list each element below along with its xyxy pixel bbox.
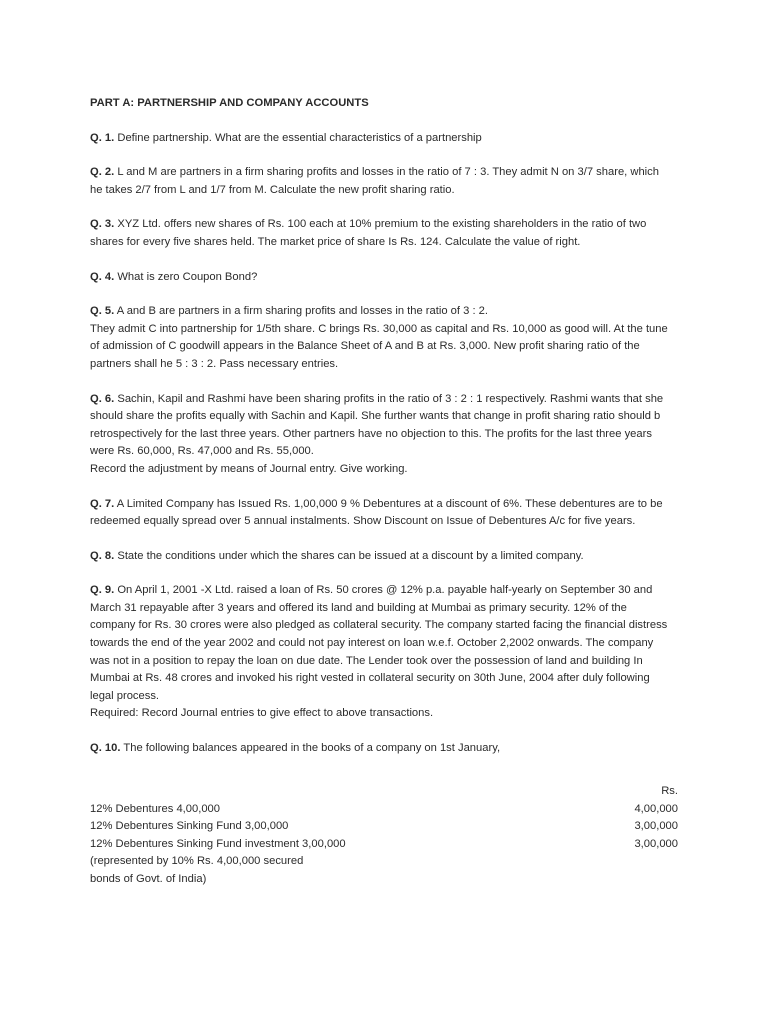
question-text: legal process. xyxy=(90,689,160,702)
question-text: redeemed equally spread over 5 annual instalments. Show Discount on Issue of Debentures A/c for five years. xyxy=(90,515,636,528)
question-block xyxy=(90,582,690,723)
question-text: Define partnership. What are the essential characteristics of a partnership xyxy=(117,131,482,144)
question-line xyxy=(90,582,690,600)
question-block xyxy=(90,164,690,199)
question-text: Record the adjustment by means of Journal entry. Give working. xyxy=(90,462,408,475)
question-number: Q. 7. xyxy=(90,497,115,510)
question-text: retrospectively for the last three years. Other partners have no objection to this. The profits for the last three years xyxy=(90,427,652,440)
question-text: They admit C into partnership for 1/5th share. C brings Rs. 30,000 as capital and Rs. 10,000 as good will. At the tune xyxy=(90,322,668,335)
question-block xyxy=(90,269,690,287)
question-text: Sachin, Kapil and Rashmi have been sharing profits in the ratio of 3 : 2 : 1 respectively. Rashmi wants that she xyxy=(117,392,664,405)
question-line xyxy=(90,740,690,758)
question-text: A Limited Company has Issued Rs. 1,00,000 9 % Debentures at a discount of 6%. These debentures are to be xyxy=(116,497,663,510)
question-block xyxy=(90,130,690,148)
question-text: XYZ Ltd. offers new shares of Rs. 100 each at 10% premium to the existing shareholders in the ratio of two xyxy=(117,218,647,231)
question-text: On April 1, 2001 -X Ltd. raised a loan of Rs. 50 crores @ 12% p.a. payable half-yearly on September 30 and xyxy=(117,584,653,597)
balance-label: bonds of Govt. of India) xyxy=(90,872,207,885)
question-number: Q. 10. xyxy=(90,742,121,755)
balance-row xyxy=(90,801,678,819)
question-text: Required: Record Journal entries to give effect to above transactions. xyxy=(90,707,434,720)
question-text: of admission of C goodwill appears in the Balance Sheet of A and B at Rs. 3,000. New profit sharing ratio of the xyxy=(90,340,640,353)
question-line xyxy=(90,356,690,374)
question-text: were Rs. 60,000, Rs. 47,000 and Rs. 55,000. xyxy=(90,445,314,458)
balance-rows xyxy=(90,801,678,889)
balance-amount xyxy=(618,871,678,889)
question-line xyxy=(90,635,690,653)
question-block xyxy=(90,496,690,531)
balance-label: (represented by 10% Rs. 4,00,000 secured xyxy=(90,855,304,868)
question-line xyxy=(90,670,690,688)
balance-amount xyxy=(618,853,678,871)
question-list xyxy=(90,130,690,758)
balance-label: 12% Debentures 4,00,000 xyxy=(90,802,220,815)
question-line xyxy=(90,269,690,287)
question-text: L and M are partners in a firm sharing profits and losses in the ratio of 7 : 3. They admit N on 3/7 share, which xyxy=(117,166,659,179)
question-text: towards the end of the year 2002 and could not pay interest on loan w.e.f. October 2,2002 onwards. The company xyxy=(90,637,654,650)
balance-row xyxy=(90,871,678,889)
question-number: Q. 2. xyxy=(90,166,115,179)
question-text: shares for every five shares held. The market price of share Is Rs. 124. Calculate the value of right. xyxy=(90,235,581,248)
question-number: Q. 1. xyxy=(90,131,115,144)
question-line xyxy=(90,216,690,234)
question-text: A and B are partners in a firm sharing profits and losses in the ratio of 3 : 2. xyxy=(116,305,488,318)
question-text: partners shall he 5 : 3 : 2. Pass necessary entries. xyxy=(90,357,339,370)
question-number: Q. 5. xyxy=(90,305,115,318)
balance-label: 12% Debentures Sinking Fund investment 3,00,000 xyxy=(90,837,346,850)
currency-header: Rs. xyxy=(661,785,678,797)
question-text: should share the profits equally with Sachin and Kapil. She further wants that change in profit sharing ratio should b xyxy=(90,410,661,423)
question-number: Q. 8. xyxy=(90,549,115,562)
question-line xyxy=(90,688,690,706)
question-line xyxy=(90,338,690,356)
question-text: State the conditions under which the shares can be issued at a discount by a limited company. xyxy=(117,549,584,562)
question-block xyxy=(90,740,690,758)
balance-amount: 3,00,000 xyxy=(634,837,678,850)
balance-row xyxy=(90,836,678,854)
document-content xyxy=(90,95,690,775)
question-line xyxy=(90,548,690,566)
balance-label: 12% Debentures Sinking Fund 3,00,000 xyxy=(90,820,289,833)
balance-row xyxy=(90,818,678,836)
question-line xyxy=(90,617,690,635)
question-text: company for Rs. 30 crores were also pledged as collateral security. The company started facing the financial distress xyxy=(90,619,668,632)
question-number: Q. 9. xyxy=(90,584,115,597)
balance-amount: 3,00,000 xyxy=(634,820,678,833)
question-line xyxy=(90,321,690,339)
question-number: Q. 6. xyxy=(90,392,115,405)
question-line xyxy=(90,426,690,444)
question-line xyxy=(90,705,690,723)
question-block xyxy=(90,303,690,373)
question-text: he takes 2/7 from L and 1/7 from M. Calculate the new profit sharing ratio. xyxy=(90,183,455,196)
question-line xyxy=(90,408,690,426)
question-line xyxy=(90,391,690,409)
question-line xyxy=(90,653,690,671)
question-text: The following balances appeared in the books of a company on 1st January, xyxy=(123,742,501,755)
balances-header-row xyxy=(90,783,678,801)
question-text: What is zero Coupon Bond? xyxy=(117,270,258,283)
question-block xyxy=(90,216,690,251)
question-line xyxy=(90,443,690,461)
question-line xyxy=(90,182,690,200)
question-number: Q. 4. xyxy=(90,270,115,283)
question-line xyxy=(90,303,690,321)
balance-amount: 4,00,000 xyxy=(634,802,678,815)
question-line xyxy=(90,234,690,252)
section-heading: PART A: PARTNERSHIP AND COMPANY ACCOUNTS xyxy=(90,97,369,109)
question-line xyxy=(90,164,690,182)
question-text: Mumbai at Rs. 48 crores and invoked his right vested in collateral security on 30th June, 2004 after duly following xyxy=(90,672,650,685)
question-text: March 31 repayable after 3 years and offered its land and building at Mumbai as primary security. 12% of the xyxy=(90,601,627,614)
question-line xyxy=(90,496,690,514)
question-line xyxy=(90,600,690,618)
question-block xyxy=(90,391,690,479)
question-block xyxy=(90,548,690,566)
balances-table xyxy=(90,783,678,889)
question-line xyxy=(90,130,690,148)
question-line xyxy=(90,461,690,479)
question-number: Q. 3. xyxy=(90,218,115,231)
question-line xyxy=(90,513,690,531)
balance-row xyxy=(90,853,678,871)
question-text: was not in a position to repay the loan on due date. The Lender took over the possession of land and building In xyxy=(90,654,643,667)
